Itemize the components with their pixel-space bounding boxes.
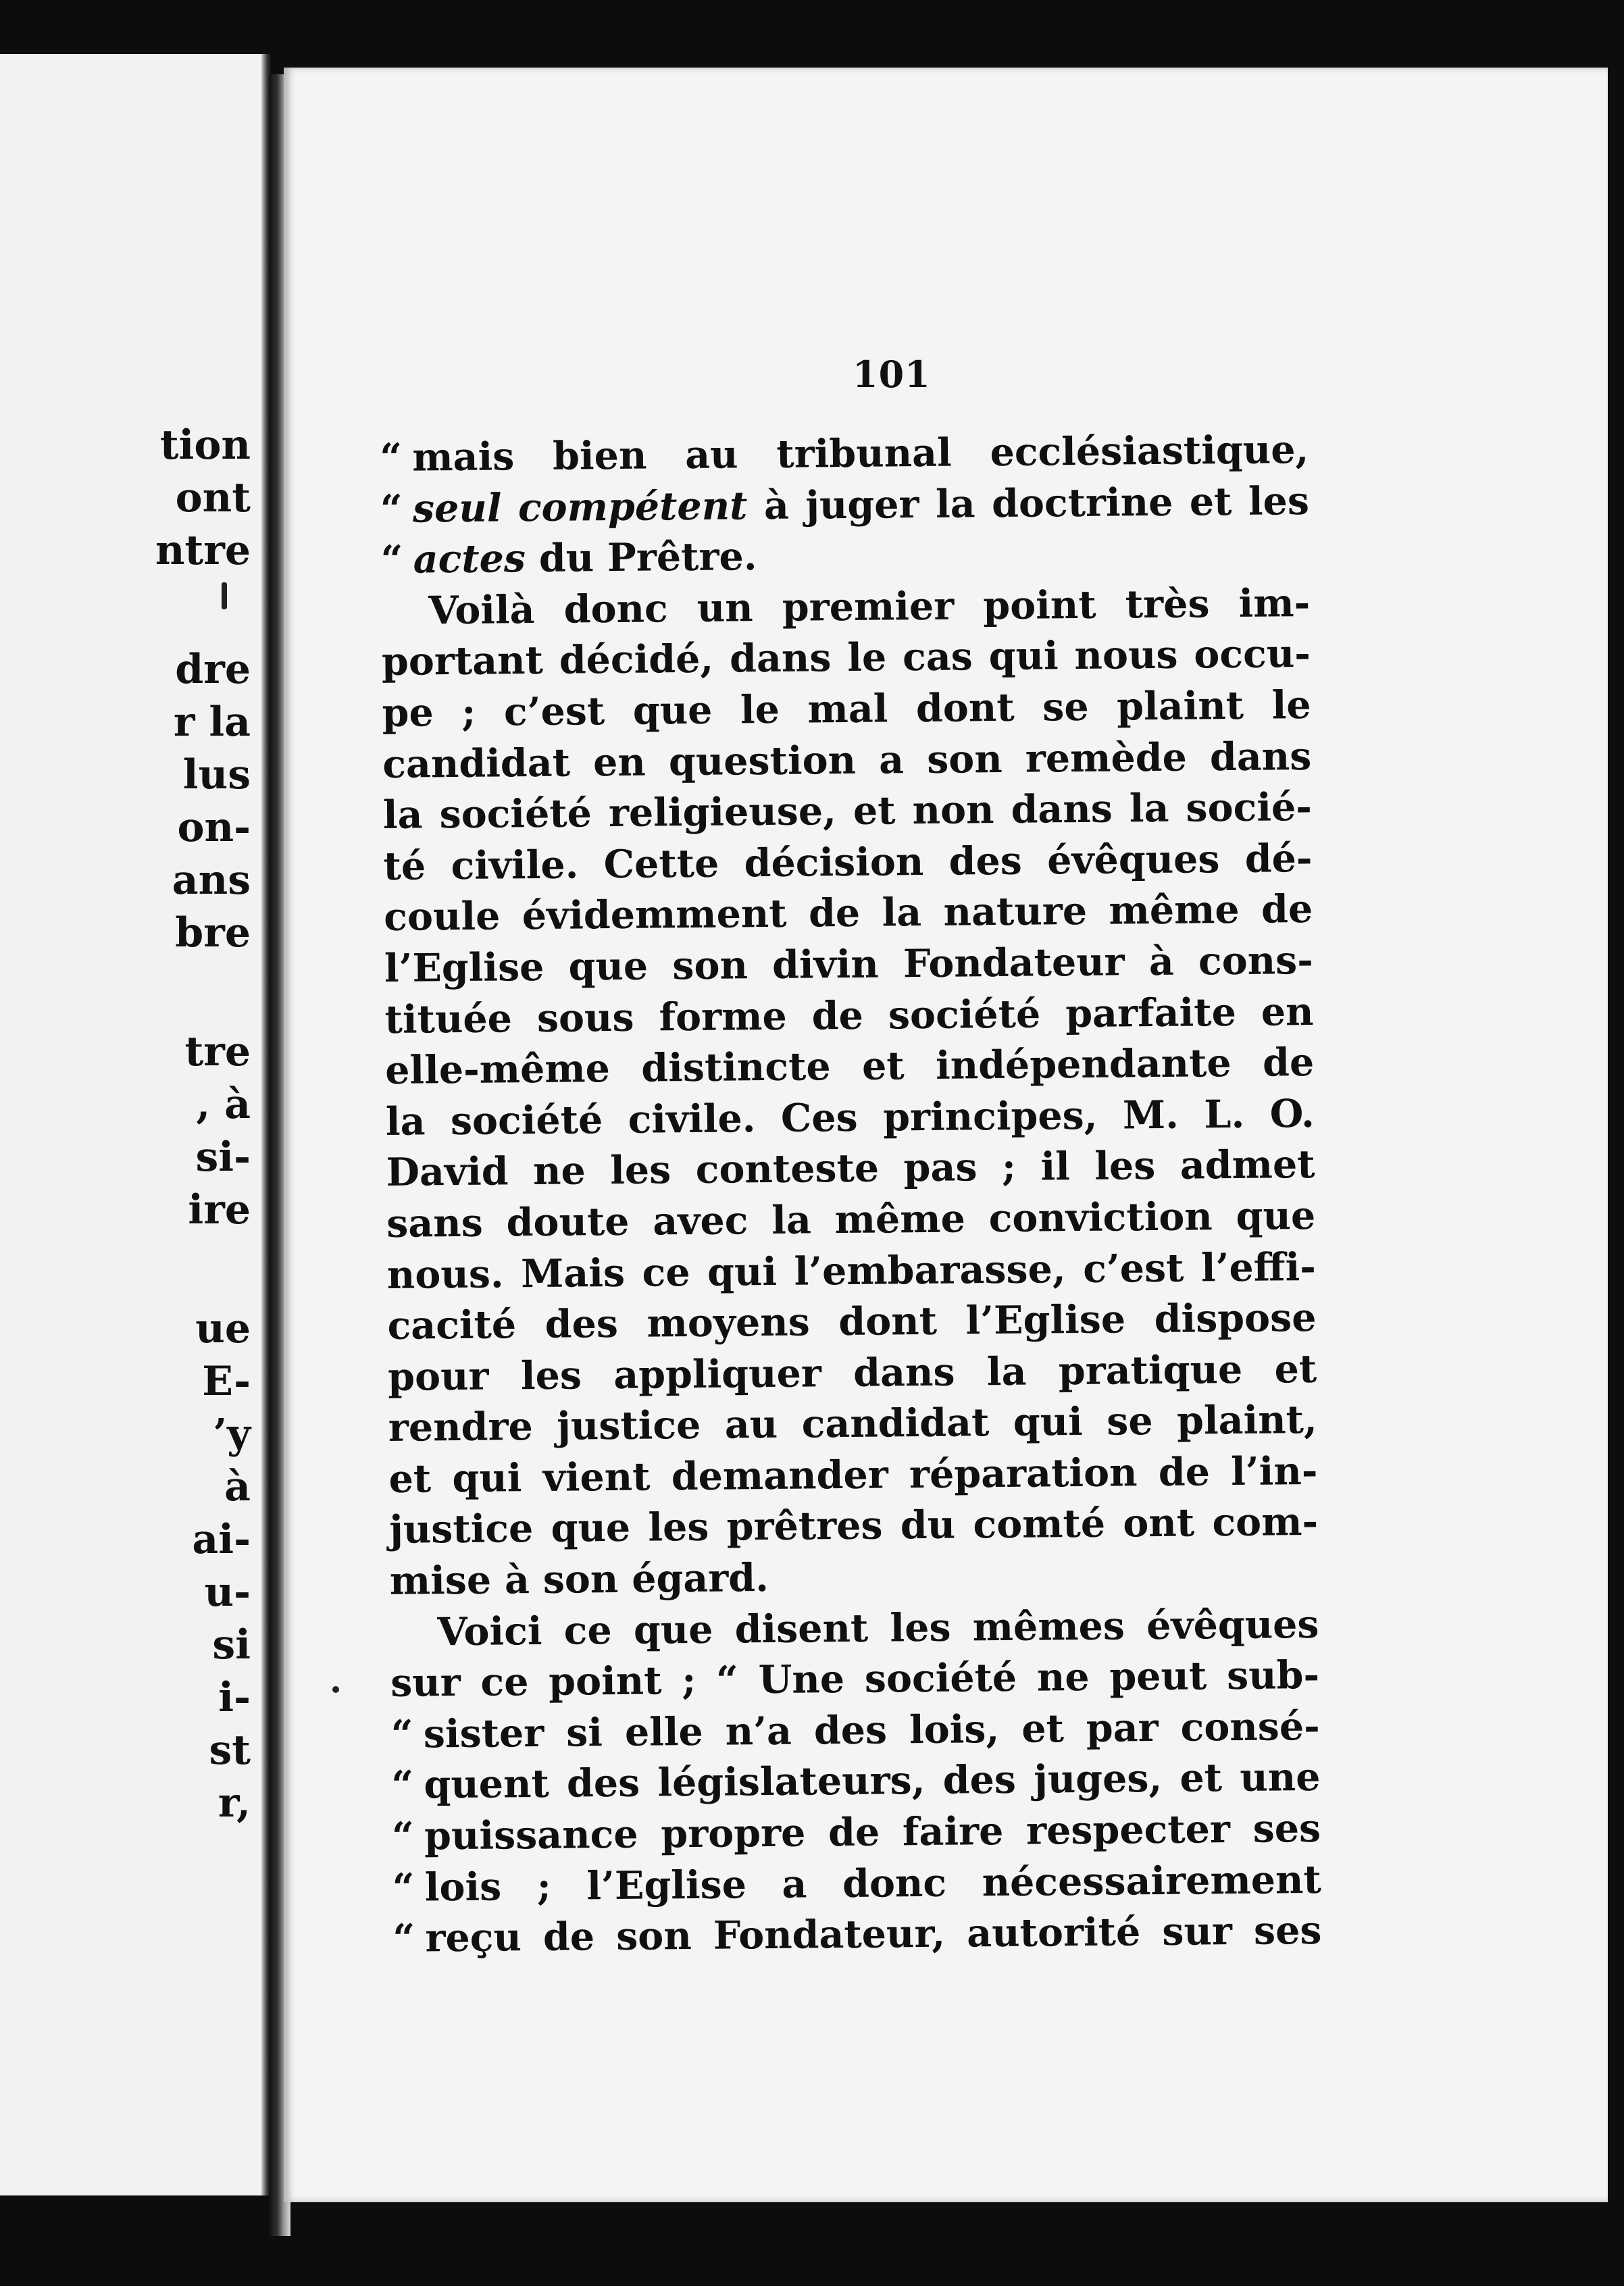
text-line bbox=[380, 526, 1310, 586]
left-fragment: ont bbox=[175, 474, 251, 522]
left-fragment: ire bbox=[188, 1186, 251, 1234]
text-line bbox=[386, 1139, 1315, 1198]
text-run: David ne les conteste pas ; il les admet bbox=[386, 1142, 1315, 1196]
quote-mark: “ bbox=[392, 1915, 415, 1962]
text-run: mais bien au tribunal ecclésiastique, bbox=[412, 427, 1309, 480]
text-line bbox=[380, 424, 1309, 484]
left-page bbox=[0, 54, 267, 2195]
left-fragment: dre bbox=[175, 646, 251, 693]
left-fragment: u- bbox=[204, 1569, 251, 1616]
italic-phrase: actes bbox=[413, 536, 526, 582]
page-number: 101 bbox=[853, 353, 931, 396]
margin-dot bbox=[332, 1686, 339, 1693]
text-line bbox=[392, 1854, 1321, 1914]
text-line bbox=[380, 476, 1310, 535]
left-fragment bbox=[155, 577, 251, 643]
quote-mark: “ bbox=[390, 1711, 413, 1757]
left-fragment: si bbox=[212, 1621, 251, 1669]
quote-mark: “ bbox=[391, 1813, 415, 1859]
text-run: té civile. Cette décision des évêques dé- bbox=[383, 835, 1313, 889]
left-fragment: st bbox=[209, 1727, 251, 1774]
text-run: pour les appliquer dans la pratique et bbox=[387, 1346, 1317, 1400]
left-fragment: on- bbox=[177, 804, 251, 851]
body-text bbox=[380, 424, 1322, 1964]
text-line bbox=[382, 680, 1311, 739]
left-fragment bbox=[155, 1236, 251, 1302]
quote-mark: “ bbox=[391, 1762, 414, 1808]
text-run: sister si elle n’a des lois, et par consé- bbox=[423, 1703, 1321, 1757]
text-line bbox=[390, 1650, 1320, 1709]
text-run: tituée sous forme de société parfaite en bbox=[384, 988, 1314, 1042]
left-fragment: ans bbox=[172, 857, 251, 904]
left-fragment: , à bbox=[196, 1081, 251, 1128]
left-fragment: bre bbox=[175, 909, 251, 957]
text-line bbox=[382, 628, 1311, 688]
left-fragment: ue bbox=[195, 1305, 251, 1352]
text-line bbox=[390, 1599, 1319, 1658]
quote-mark: “ bbox=[380, 536, 403, 583]
text-run: reçu de son Fondateur, autorité sur ses bbox=[425, 1908, 1322, 1961]
text-run: justice que les prêtres du comté ont com- bbox=[388, 1499, 1319, 1553]
text-line bbox=[384, 884, 1313, 943]
text-run: du Prêtre. bbox=[525, 534, 757, 582]
text-line bbox=[388, 1344, 1317, 1403]
text-run: sur ce point ; “ Une société ne peut sub- bbox=[390, 1652, 1320, 1706]
left-fragment: si- bbox=[195, 1134, 251, 1181]
text-run: mise à son égard. bbox=[389, 1555, 769, 1604]
text-run: et qui vient demander réparation de l’in- bbox=[388, 1448, 1318, 1502]
text-run: nous. Mais ce qui l’embarasse, c’est l’effi- bbox=[386, 1244, 1317, 1298]
text-run: quent des législateurs, des juges, et une bbox=[424, 1754, 1321, 1808]
text-line bbox=[385, 1037, 1315, 1096]
text-run: Voilà donc un premier point très im- bbox=[428, 580, 1311, 634]
text-run: portant décidé, dans le cas qui nous occu- bbox=[381, 631, 1311, 685]
left-fragment: ’y bbox=[213, 1411, 251, 1458]
left-fragment: ntre bbox=[155, 527, 251, 574]
text-run: rendre justice au candidat qui se plaint, bbox=[388, 1397, 1318, 1451]
left-fragment: ai- bbox=[192, 1516, 251, 1563]
text-line bbox=[383, 833, 1313, 892]
text-run: elle-même distincte et indépendante de bbox=[384, 1040, 1315, 1094]
text-line bbox=[384, 935, 1314, 994]
left-fragment: E- bbox=[202, 1358, 251, 1405]
text-run: la société civile. Ces principes, M. L. O. bbox=[385, 1090, 1315, 1144]
text-run: puissance propre de faire respecter ses bbox=[424, 1805, 1321, 1859]
text-line bbox=[384, 986, 1314, 1046]
text-run: lois ; l’Eglise a donc nécessairement bbox=[424, 1856, 1322, 1910]
text-line bbox=[387, 1292, 1317, 1352]
left-fragment: r la bbox=[173, 698, 251, 746]
left-fragment: à bbox=[224, 1463, 251, 1510]
quote-mark: “ bbox=[380, 486, 403, 532]
text-line bbox=[388, 1394, 1318, 1454]
left-fragment: tre bbox=[184, 1028, 251, 1075]
text-run: pe ; c’est que le mal dont se plaint le bbox=[382, 682, 1311, 736]
left-fragment: r, bbox=[218, 1779, 251, 1827]
text-run: cacité des moyens dont l’Eglise dispose bbox=[387, 1295, 1317, 1349]
text-line bbox=[392, 1905, 1322, 1964]
text-line bbox=[389, 1496, 1319, 1556]
left-fragment: lus bbox=[182, 751, 251, 798]
quote-mark: “ bbox=[380, 434, 403, 480]
text-line bbox=[390, 1701, 1320, 1760]
text-line bbox=[383, 782, 1313, 841]
left-fragment: tion bbox=[159, 422, 251, 469]
text-run: l’Eglise que son divin Fondateur à cons- bbox=[384, 937, 1314, 991]
margin-mark bbox=[222, 582, 227, 609]
text-line bbox=[386, 1088, 1315, 1148]
text-line bbox=[381, 578, 1311, 637]
italic-phrase: seul compétent bbox=[412, 482, 748, 532]
quote-mark: “ bbox=[392, 1864, 415, 1910]
text-run: sans doute avec la même conviction que bbox=[386, 1192, 1316, 1246]
left-page-text-fragments bbox=[155, 419, 251, 1829]
left-fragment bbox=[155, 959, 251, 1025]
text-line bbox=[390, 1548, 1319, 1607]
left-fragment: i- bbox=[218, 1674, 251, 1721]
text-run: candidat en question a son remède dans bbox=[382, 733, 1312, 787]
text-line bbox=[392, 1803, 1321, 1862]
text-run: la société religieuse, et non dans la socié- bbox=[382, 784, 1313, 838]
text-line bbox=[388, 1446, 1318, 1505]
text-line bbox=[391, 1752, 1321, 1811]
text-run: coule évidemment de la nature même de bbox=[383, 886, 1313, 940]
text-line bbox=[386, 1190, 1316, 1250]
text-line bbox=[387, 1241, 1317, 1300]
text-run: Voici ce que disent les mêmes évêques bbox=[437, 1601, 1319, 1654]
text-run: à juger la doctrine et les bbox=[747, 478, 1310, 528]
text-line bbox=[382, 731, 1312, 790]
